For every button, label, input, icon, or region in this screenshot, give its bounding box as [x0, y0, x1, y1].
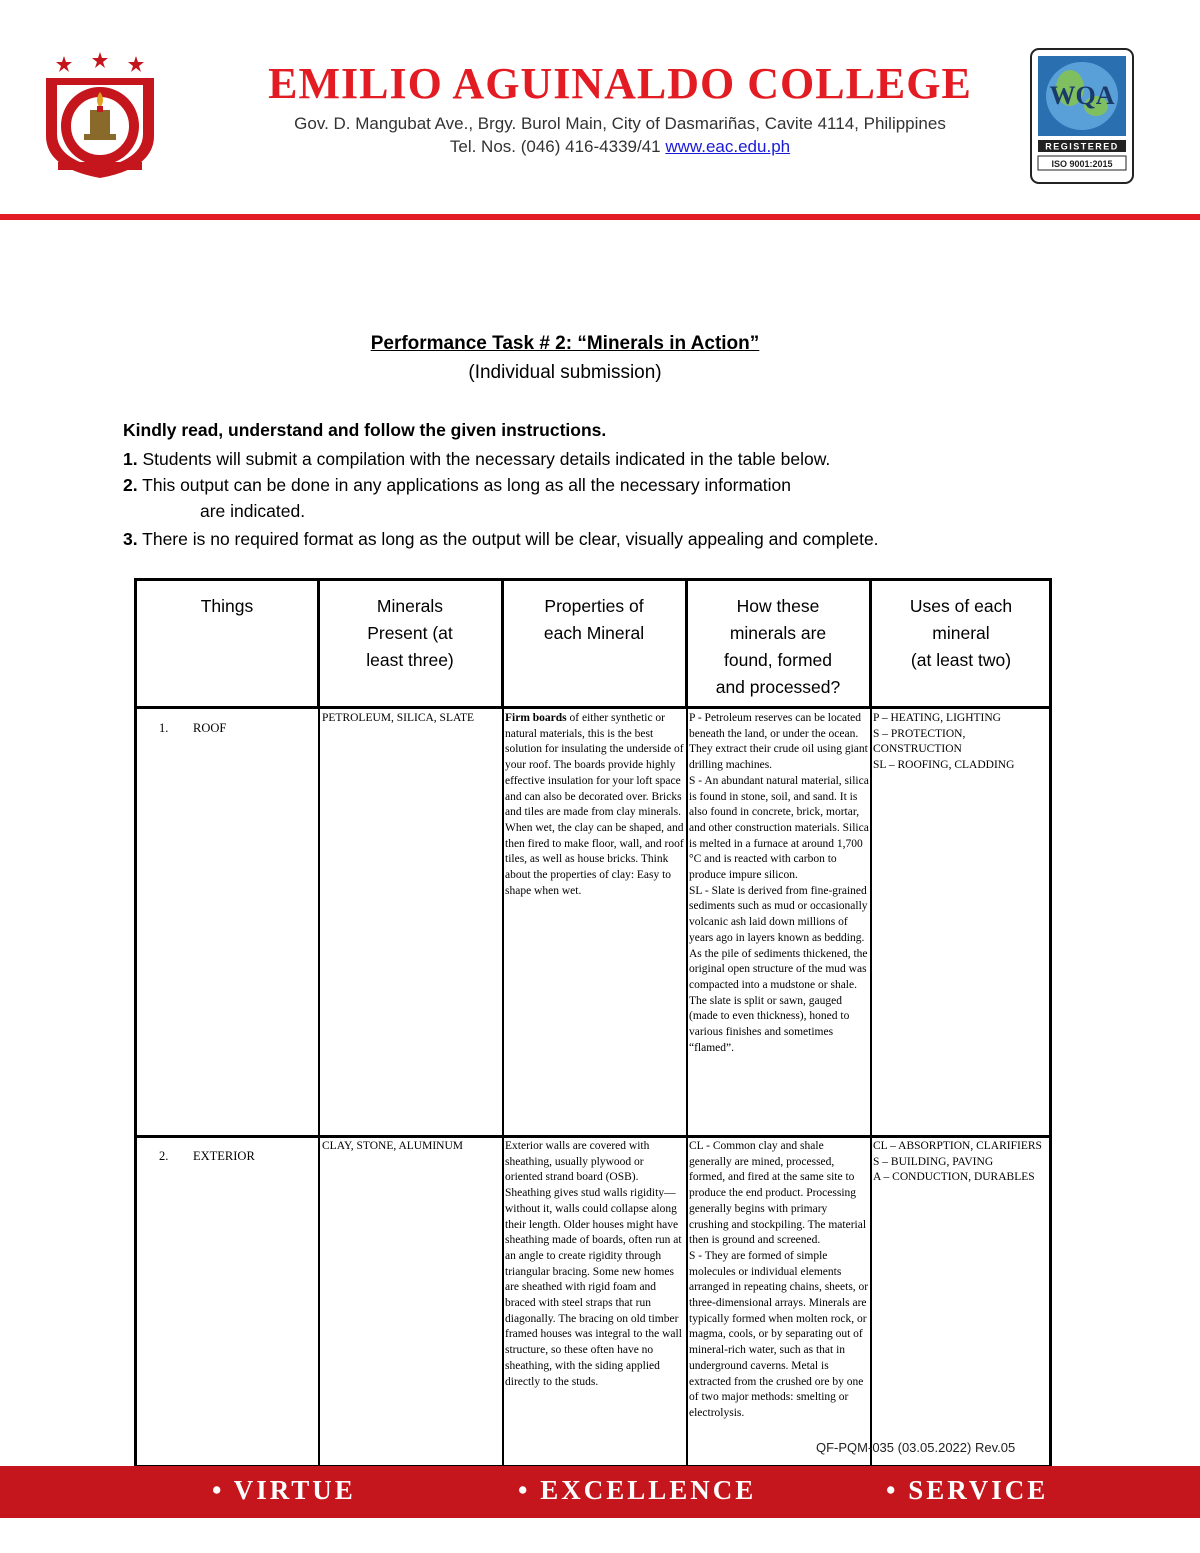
instructions-heading: Kindly read, understand and follow the given instructions.	[123, 420, 607, 440]
row1-uses: P – HEATING, LIGHTING S – PROTECTION, CONSTRUCTION SL – ROOFING, CLADDING	[873, 712, 1015, 772]
row2-uses: CL – ABSORPTION, CLARIFIERS S – BUILDING, PAVING A – CONDUCTION, DURABLES	[873, 1140, 1042, 1184]
task-title: Performance Task # 2: “Minerals in Action”	[370, 333, 760, 354]
wqa-text: WQA	[1049, 81, 1115, 110]
row2-properties: Exterior walls are covered with sheathing, usually plywood or oriented strand board (OSB). Sheathing gives stud walls rigidity—without it, walls could collapse along their length. Older houses might have sheathing made of boards, often run at an angle to create rigidity through triangular bracing. Some new homes are sheathed with rigid foam and braced with steel straps that run diagonally. The bracing on old timber framed houses was integral to the wall structure, so these often have no sheathing, with the siding applied directly to the studs.	[505, 1140, 682, 1388]
website-link[interactable]: www.eac.edu.ph	[665, 137, 791, 156]
footer-service: • SERVICE	[886, 1475, 1049, 1505]
college-seal-logo	[34, 50, 166, 180]
header-how: How these minerals are found, formed and processed?	[687, 581, 871, 707]
table-row-label: 2. EXTERIOR	[159, 1149, 255, 1163]
row1-properties: Firm boards of either synthetic or natural materials, this is the best solution for insulating the underside of your roof. The boards provide highly effective insulation for your loft space and can also be decorated over. Bricks and tiles are made from clay minerals. When wet, the clay can be shaped, and then fired to make floor, wall, and roof tiles, as well as house bricks. Think about the properties of clay: Easy to shape when wet.	[505, 712, 684, 897]
iso-text: ISO 9001:2015	[1051, 159, 1113, 169]
college-contact	[190, 137, 1050, 157]
header-things: Things	[137, 581, 319, 707]
college-name: EMILIO AGUINALDO COLLEGE	[268, 59, 972, 108]
document-code: QF-PQM-035 (03.05.2022) Rev.05	[816, 1440, 1016, 1455]
instruction-item: 2. This output can be done in any applications as long as all the necessary information	[123, 475, 792, 495]
header-properties: Properties of each Mineral	[503, 581, 687, 707]
row1-minerals: PETROLEUM, SILICA, SLATE	[322, 712, 475, 724]
footer-virtue: • VIRTUE	[212, 1475, 356, 1505]
header-divider	[0, 214, 1200, 220]
instruction-item-continued: are indicated.	[200, 501, 306, 521]
header-uses: Uses of each mineral (at least two)	[909, 596, 1013, 670]
row2-minerals: CLAY, STONE, ALUMINUM	[322, 1140, 464, 1152]
instruction-item: 1. Students will submit a compilation with the necessary details indicated in the table below.	[123, 449, 831, 469]
row-divider	[137, 1135, 1049, 1138]
footer-excellence: • EXCELLENCE	[518, 1475, 757, 1505]
column-divider	[318, 581, 320, 1465]
college-address: Gov. D. Mangubat Ave., Brgy. Burol Main, City of Dasmariñas, Cavite 4114, Philippines	[294, 114, 946, 133]
row1-how: P - Petroleum reserves can be located beneath the land, or under the ocean. They extract their crude oil using giant drilling machines. S - An abundant natural material, silica is found in stone, soil, and sand. It is also found in concrete, brick, mortar, and other construction materials. Silica is melted in a furnace at around 1,700 °C and is reacted with carbon to produce impure silicon. SL - Slate is derived from fine-grained sediments such as mud or occasionally volcanic ash laid down millions of years ago in layers known as bedding. As the pile of sediments thickened, the original open structure of the mud was compacted into a mudstone or shale. The slate is split or sawn, gauged (made to even thickness), honed to various finishes and sometimes “flamed”.	[689, 712, 869, 1054]
header-row-divider	[137, 706, 1049, 709]
phone-numbers: Tel. Nos. (046) 416-4339/41	[449, 137, 661, 156]
minerals-table	[134, 578, 1052, 1468]
instruction-item: 3. There is no required format as long as the output will be clear, visually appealing and complete.	[123, 529, 879, 549]
registered-text: REGISTERED	[1045, 141, 1119, 152]
header-minerals: Minerals Present (at least three)	[319, 581, 503, 707]
row2-how: CL - Common clay and shale generally are mined, processed, formed, and fired at the same site to produce the end product. Processing generally begins with primary crushing and stockpiling. The material then is ground and screened. S - They are formed of simple molecules or individual elements arranged in repeating chains, sheets, or three-dimensional arrays. Minerals are typically formed when molten rock, or magma, cools, or by separating out of mineral-rich water, such as that in underground caverns. Metal is extracted from the crushed ore by one of two major methods: smelting or electrolysis.	[689, 1140, 869, 1419]
footer-banner	[0, 1466, 1200, 1518]
table-row-label: 1. ROOF	[159, 721, 227, 735]
task-subtitle: (Individual submission)	[468, 362, 662, 383]
